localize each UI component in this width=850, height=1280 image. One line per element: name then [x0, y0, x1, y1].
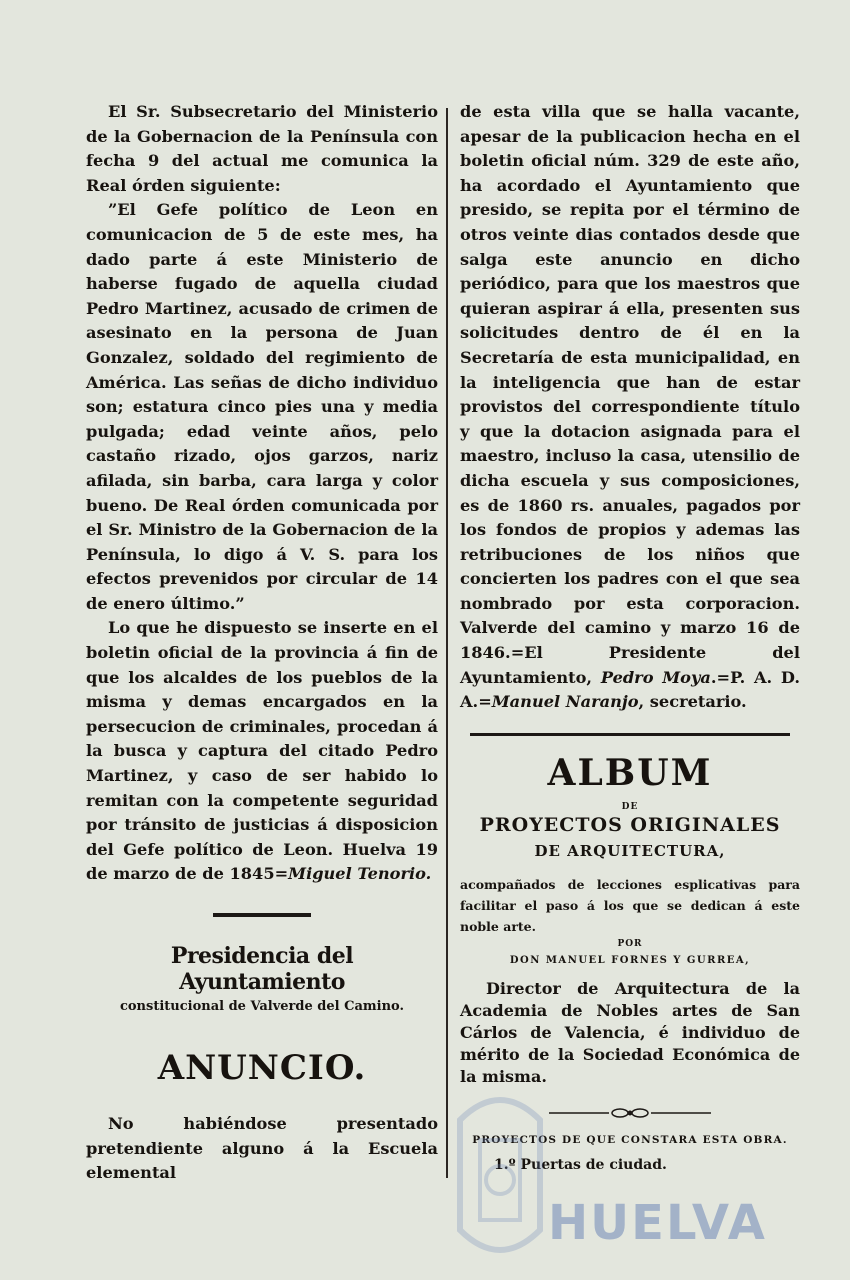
section-divider — [213, 913, 311, 917]
dispuesto-paragraph — [86, 616, 438, 887]
album-arquitectura-heading: DE ARQUITECTURA, — [534, 841, 726, 860]
real-orden-paragraph: ”El Gefe político de Leon en comunicacion de 5 de este mes, ha dado parte á este Ministerio de haberse fugado de aquella ciudad Pedro Martinez, acusado de crimen de asesinato en la persona de Juan Gonzalez, soldado del regimiento de América. Las señas de dicho individuo son; estatura cinco pies una y media pulgada; edad veinte años, pelo castaño rizado, ojos garzos, nariz afilada, sin barba, cara larga y color bueno. De Real órden comunicada por el Sr. Ministro de la Gobernacion de la Península, lo digo á V. S. para los efectos prevenidos por circular de 14 de enero último.” — [86, 200, 438, 613]
album-title: ALBUM — [547, 751, 713, 794]
anuncio-continuation — [460, 100, 800, 715]
album-por: POR — [617, 938, 643, 949]
dispuesto-text: Lo que he dispuesto se inserte en el boletin oficial de la provincia á fin de que los alcaldes de los pueblos de la misma y demas encargados en la persecucion de criminales, procedan á la busca y captura del citado Pedro Martinez, y caso de ser habido lo remitan con la competente seguridad por tránsito de justicias á disposicion del Gefe político de Leon. Huelva 19 de marzo de de 1845= — [86, 618, 438, 884]
anuncio-paragraph: No habiéndose presentado pretendiente alguno á la Escuela elemental — [86, 1114, 438, 1183]
signature-miguel-tenorio: Miguel Tenorio. — [288, 864, 432, 884]
anuncio-end: , secretario. — [638, 692, 747, 712]
left-column — [86, 100, 438, 1186]
album-de: DE — [621, 801, 639, 812]
signature-manuel-naranjo: Manuel Naranjo — [491, 692, 639, 712]
anuncio-pada: .=P. A. D. A.= — [460, 667, 800, 712]
album-author: DON MANUEL FORNES Y GURREA, — [509, 954, 751, 966]
album-director-paragraph: Director de Arquitectura de la Academia de Nobles artes de San Cárlos de Valencia, é individuo de mérito de la Sociedad Económica de la misma. — [460, 978, 800, 1086]
signature-pedro-moya: Pedro Moya — [600, 667, 711, 687]
presidencia-heading: Presidencia del Ayuntamiento — [170, 943, 354, 995]
anuncio-cont-text: de esta villa que se halla vacante, apesar de la publicacion hecha en el boletin oficial núm. 329 de este año, ha acordado el Ayuntamiento que presido, se repita por el término de otros veinte dias contados desde que salga este anuncio en dicho periódico, para que los maestros que quieran aspirar á ella, presenten sus solicitudes dentro de él en la Secretaría de esta municipalidad, en la inteligencia que han de estar provistos del correspondiente título y que la dotacion asignada para el maestro, incluso la casa, utensilio de dicha escuela y sus composiciones, es de 1860 rs. anuales, pagados por los fondos de propios y ademas las retribuciones de los niños que concierten los padres con el que sea nombrado por esta corporacion. Valverde del camino y marzo 16 de 1846.=El Presidente del Ayuntamiento, — [460, 102, 800, 687]
presidencia-subheading: constitucional de Valverde del Camino. — [119, 999, 405, 1014]
subsecretario-paragraph: El Sr. Subsecretario del Ministerio de la Gobernacion de la Península con fecha 9 del actual me comunica la Real órden siguiente: — [86, 102, 438, 195]
column-rule — [446, 108, 448, 1178]
puertas-item: 1.º Puertas de ciudad. — [494, 1156, 667, 1173]
watermark-text: HUELVA — [548, 1195, 767, 1251]
anuncio-heading: ANUNCIO. — [157, 1048, 367, 1088]
proyectos-heading: PROYECTOS DE QUE CONSTARA ESTA OBRA. — [472, 1133, 788, 1146]
right-column — [460, 100, 800, 1173]
album-divider — [470, 733, 790, 736]
album-proyectos-heading: PROYECTOS ORIGINALES — [479, 813, 781, 836]
album-description: acompañados de lecciones esplicativas para facilitar el paso á los que se dedican á este noble arte. — [460, 876, 800, 934]
